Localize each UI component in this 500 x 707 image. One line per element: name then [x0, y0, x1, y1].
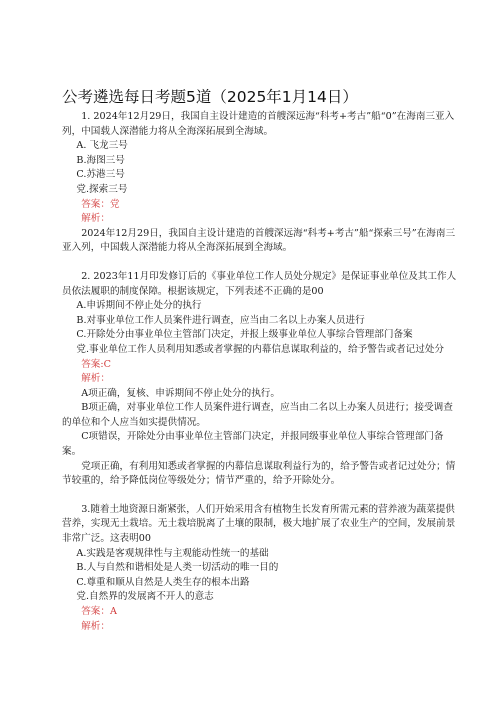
analysis-text: A项正确，复核、申诉期间不停止处分的执行。 [81, 387, 280, 399]
question-stem: 2. 2023年11月印发修订后的《事业单位工作人员处分规定》是保证事业单位及其工作人员依法履职的制度保障。根据该规定，下列表述不正确的是00 [62, 270, 457, 297]
analysis-label: 解析： [81, 213, 110, 225]
option-b: B.海图三号 [76, 154, 125, 166]
page-title: 公考遴选每日考题5道（2025年1月14日） [62, 88, 358, 106]
question-list [62, 110, 460, 634]
option-c: C.开除处分由事业单位主管部门决定，并报上级事业单位人事综合管理部门备案 [76, 329, 413, 341]
option-c: C.尊重和顺从自然是人类生存的根本出路 [76, 576, 250, 588]
answer-line: 答案:C [81, 358, 111, 370]
option-a: A.申诉期间不停止处分的执行 [76, 300, 202, 312]
question-1 [62, 110, 460, 256]
answer-line: 答案：党 [81, 198, 120, 210]
option-c: C.苏港三号 [76, 169, 125, 181]
question-stem: 3.随着土地资源日渐紧张，人们开始采用含有植物生长发育所需元素的营养液为蔬菜提供营养，实现无土栽培。无土栽培脱离了土壤的限制，极大地扩展了农业生产的空间，发展前景非常广泛。这表明00 [62, 503, 456, 545]
option-a: A.实践是客观规律性与主观能动性统一的基础 [76, 547, 269, 559]
question-3 [62, 503, 460, 634]
analysis-text: 2024年12月29日，我国自主设计建造的首艘深远海“科考+考古”船“探索三号”在海南三亚入列，中国载人深潜能力将从全海深拓展到全海域。 [62, 227, 456, 254]
answer-line: 答案：A [81, 606, 117, 617]
option-d: 党.探索三号 [76, 183, 128, 195]
analysis-label: 解析： [81, 620, 110, 632]
analysis-text: 党项正确，有利用知悉或者掌握的内幕信息谋取利益行为的，给予警告或者记过处分；情节较重的，给予降低岗位等级处分；情节严重的，给予开除处分。 [62, 460, 456, 487]
option-d: 党.事业单位工作人员利用知悉或者掌握的内幕信息谋取利益的，给予警告或者记过处分 [76, 343, 445, 355]
option-b: B.对事业单位工作人员案件进行调查，应当由二名以上办案人员进行 [76, 314, 365, 326]
option-a: A. 飞龙三号 [76, 140, 128, 152]
question-stem: 1. 2024年12月29日，我国自主设计建造的首艘深远海“科考+考古”船“0”在海南三亚入列，中国载人深潜能力将从全海深拓展到全海域。 [62, 111, 455, 137]
analysis-label: 解析： [81, 373, 110, 385]
question-2 [62, 270, 460, 489]
analysis-text: B项正确，对事业单位工作人员案件进行调查，应当由二名以上办案人员进行；接受调查的单位和个人应当如实提供情况。 [62, 402, 453, 428]
analysis-text: C项错误，开除处分由事业单位主管部门决定，并报同级事业单位人事综合管理部门备案。 [62, 431, 444, 458]
option-d: 党.自然界的发展离不开人的意志 [76, 591, 214, 603]
option-b: B.人与自然和谐相处是人类一切活动的唯一目的 [76, 562, 279, 574]
